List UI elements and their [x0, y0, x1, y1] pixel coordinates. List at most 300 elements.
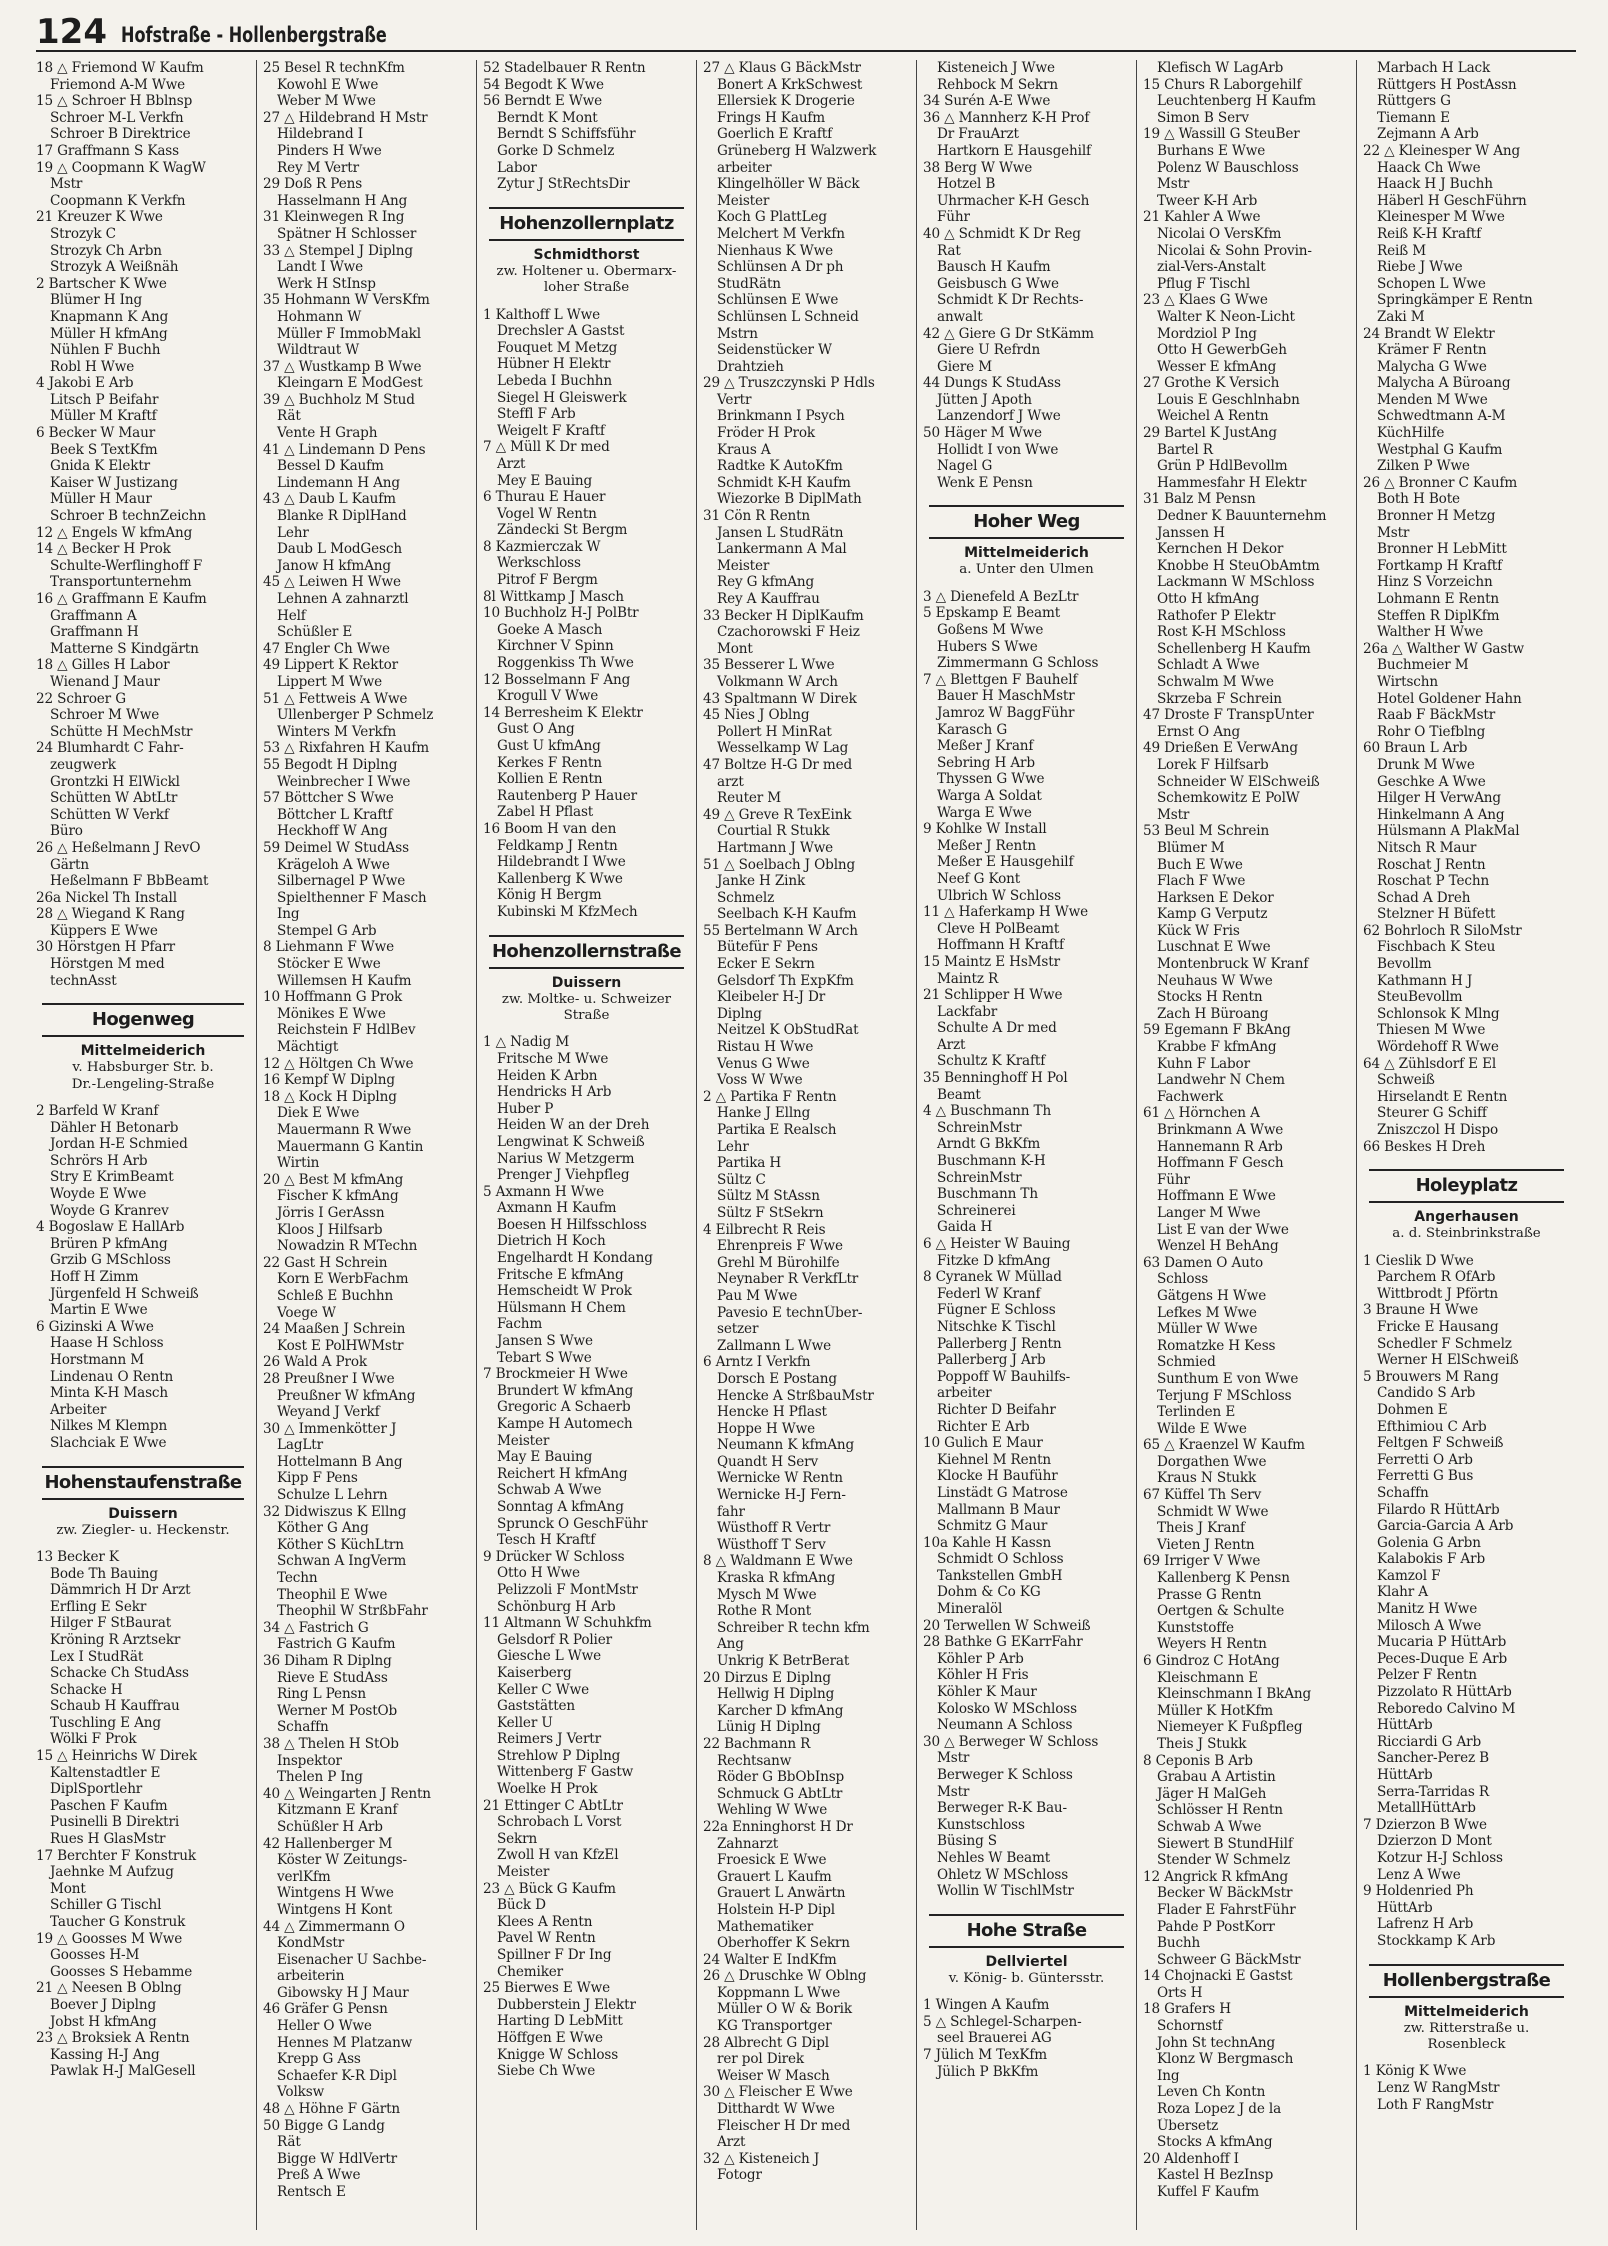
- resident-entry: Zejmann A Arb: [1377, 126, 1479, 143]
- resident-entry: 20 △ Best M kfmAng: [263, 1171, 404, 1188]
- resident-entry: Zilken P Wwe: [1377, 458, 1470, 475]
- resident-entry: Hartkorn E Hausgehilf: [937, 142, 1091, 159]
- resident-entry: Leven Ch Kontn: [1157, 2084, 1266, 2101]
- resident-entry: Flach F Wwe: [1157, 873, 1246, 890]
- resident-entry: Voss W Wwe: [717, 1072, 803, 1089]
- resident-entry: Bütefür F Pens: [717, 939, 818, 956]
- resident-entry: Lex I StudRät: [50, 1648, 144, 1665]
- resident-entry: Schneider W ElSchweiß: [1157, 773, 1320, 790]
- resident-entry: Kück W Fris: [1157, 922, 1240, 939]
- resident-entry: Thelen P Ing: [277, 1769, 363, 1786]
- resident-entry: Berweger R-K Bau-: [937, 1800, 1067, 1817]
- resident-entry: 49 Drießen E VerwAng: [1143, 740, 1298, 757]
- resident-entry: Bück D: [497, 1897, 546, 1914]
- resident-entry: 4 Eilbrecht R Reis: [703, 1221, 826, 1238]
- resident-entry: Dzierzon D Mont: [1377, 1833, 1492, 1850]
- resident-entry: 44 Dungs K StudAss: [923, 375, 1061, 392]
- resident-entry: 43 Spaltmann W Direk: [703, 690, 857, 707]
- resident-entry: Kampe H Automech: [497, 1416, 633, 1432]
- resident-entry: 59 Deimel W StudAss: [263, 839, 409, 856]
- resident-entry: Lehr: [717, 1138, 749, 1155]
- street-description: a. d. Steinbrinkstraße: [1392, 1226, 1541, 1242]
- resident-entry: Krägeloh A Wwe: [277, 856, 390, 873]
- resident-entry: Mstr: [1157, 806, 1190, 823]
- resident-entry: 17 Berchter F Konstruk: [36, 1847, 196, 1864]
- resident-entry: Garcia-Garcia A Arb: [1377, 1518, 1514, 1535]
- resident-entry: Wollin W TischlMstr: [937, 1883, 1074, 1900]
- directory-column: [1356, 60, 1576, 2230]
- resident-entry: Fügner E Schloss: [937, 1302, 1056, 1319]
- resident-entry: 45 Nies J Oblng: [703, 707, 810, 724]
- resident-entry: 35 Hohmann W VersKfm: [263, 292, 430, 309]
- resident-entry: Uhrmacher K-H Gesch: [937, 192, 1090, 209]
- resident-entry: Stockkamp K Arb: [1377, 1932, 1496, 1949]
- resident-entry: Kuffel F Kaufm: [1157, 2184, 1259, 2200]
- resident-entry: 26 Wald A Prok: [263, 1354, 367, 1371]
- resident-entry: Rothe R Mont: [717, 1603, 812, 1620]
- resident-entry: Schmidt W Wwe: [1157, 1503, 1269, 1520]
- resident-entry: Engelhardt H Kondang: [497, 1250, 653, 1267]
- resident-entry: rer pol Direk: [717, 2051, 804, 2068]
- resident-entry: 13 Becker K: [36, 1548, 119, 1565]
- resident-entry: Brinkmann A Wwe: [1157, 1122, 1284, 1138]
- resident-entry: 11 Altmann W Schuhkfm: [483, 1615, 652, 1632]
- resident-entry: 57 Böttcher S Wwe: [263, 790, 394, 807]
- resident-entry: Schwab A Wwe: [497, 1482, 602, 1499]
- resident-entry: 21 Schlipper H Wwe: [923, 987, 1063, 1004]
- resident-entry: 44 △ Zimmermann O: [263, 1918, 405, 1935]
- resident-entry: Diek E Wwe: [277, 1105, 360, 1122]
- resident-entry: Jordan H-E Schmied: [50, 1136, 188, 1153]
- resident-entry: Schlonsok K Mlng: [1377, 1005, 1500, 1022]
- resident-entry: 7 △ Blettgen F Bauhelf: [923, 671, 1078, 688]
- resident-entry: 18 △ Kock H Diplng: [263, 1088, 397, 1105]
- resident-entry: Grauert L Anwärtn: [717, 1885, 846, 1902]
- street-description: Dr.-Lengeling-Straße: [71, 1076, 215, 1092]
- resident-entry: Mont: [717, 640, 753, 657]
- resident-entry: Kolosko W MSchloss: [937, 1700, 1077, 1717]
- resident-entry: Preußner W kfmAng: [277, 1387, 416, 1404]
- resident-entry: Courtial R Stukk: [717, 823, 830, 840]
- resident-entry: 31 Balz M Pensn: [1143, 491, 1256, 508]
- resident-entry: Hotel Goldener Hahn: [1377, 690, 1522, 707]
- resident-entry: 1 △ Nadig M: [483, 1034, 570, 1051]
- resident-entry: Kollien E Rentn: [497, 771, 603, 788]
- resident-entry: Meßer J Rentn: [937, 837, 1036, 854]
- resident-entry: Hoffmann E Wwe: [1157, 1188, 1276, 1205]
- resident-entry: Weber M Wwe: [277, 93, 376, 110]
- resident-entry: Hennes M Platzanw: [277, 2034, 413, 2051]
- resident-entry: Daub L ModGesch: [277, 541, 402, 558]
- resident-entry: Strozyk C: [50, 225, 116, 242]
- resident-entry: Schaffn: [277, 1719, 329, 1736]
- resident-entry: Thyssen G Wwe: [937, 771, 1045, 788]
- resident-entry: DiplSportlehr: [50, 1781, 143, 1798]
- resident-entry: Hoffmann H Kraftf: [937, 937, 1064, 954]
- district-name: Duissern: [108, 1505, 178, 1522]
- resident-entry: Graffmann A: [50, 607, 137, 624]
- resident-entry: Knapmann K Ang: [50, 308, 169, 325]
- resident-entry: Wittenberg F Gastw: [497, 1764, 634, 1781]
- resident-entry: Kaiser W Justizang: [50, 474, 178, 491]
- resident-entry: Stry E KrimBeamt: [50, 1169, 174, 1186]
- resident-entry: Preß A Wwe: [277, 2167, 361, 2184]
- resident-entry: Brundert W kfmAng: [497, 1382, 634, 1399]
- resident-entry: 24 Blumhardt C Fahr-: [36, 740, 184, 757]
- resident-entry: Vertr: [717, 391, 752, 408]
- resident-entry: Friemond A-M Wwe: [50, 76, 186, 93]
- resident-entry: 23 △ Broksiek A Rentn: [36, 2030, 190, 2047]
- street-heading: Hohenzollernplatz: [489, 207, 684, 241]
- resident-entry: Heiden W an der Dreh: [497, 1117, 650, 1134]
- resident-entry: Berweger K Schloss: [937, 1767, 1073, 1783]
- resident-entry: Rathofer P Elektr: [1157, 607, 1276, 624]
- resident-entry: Kunstschloss: [937, 1816, 1025, 1833]
- resident-entry: Zytur J StRechtsDir: [497, 176, 630, 193]
- street-description: zw. Ziegler- u. Heckenstr.: [56, 1522, 230, 1538]
- resident-entry: Schedler F Schmelz: [1377, 1335, 1512, 1352]
- resident-entry: 27 △ Hildebrand H Mstr: [263, 109, 428, 126]
- resident-entry: Brüren P kfmAng: [50, 1235, 168, 1252]
- resident-entry: Zahnarzt: [717, 1835, 779, 1852]
- resident-entry: 22a Enninghorst H Dr: [703, 1818, 853, 1835]
- resident-entry: arbeiter: [937, 1385, 992, 1402]
- resident-entry: Lorek F Hilfsarb: [1157, 756, 1269, 773]
- resident-entry: 25 Besel R technKfm: [263, 60, 405, 76]
- resident-entry: Filardo R HüttArb: [1377, 1501, 1500, 1518]
- resident-entry: Schaefer K-R Dipl: [277, 2067, 397, 2084]
- resident-entry: Schleß E Buchhn: [277, 1287, 394, 1304]
- resident-entry: Melchert M Verkfn: [717, 225, 845, 242]
- resident-entry: Schiller G Tischl: [50, 1897, 162, 1914]
- resident-entry: technAsst: [50, 972, 117, 989]
- resident-entry: 36 Diham R Diplng: [263, 1653, 392, 1669]
- resident-entry: Jülich P BkKfm: [937, 2063, 1039, 2080]
- resident-entry: Zwoll H van KfzEl: [497, 1847, 619, 1864]
- resident-entry: 19 △ Goosses M Wwe: [36, 1930, 183, 1947]
- resident-entry: Reimers J Vertr: [497, 1731, 601, 1748]
- resident-entry: Kastel H BezInsp: [1157, 2167, 1274, 2184]
- resident-entry: setzer: [717, 1321, 759, 1338]
- resident-entry: Luschnat E Wwe: [1157, 939, 1271, 956]
- resident-entry: Reichert H kfmAng: [497, 1465, 628, 1482]
- resident-entry: SchreinMstr: [937, 1119, 1022, 1136]
- resident-entry: Warga A Soldat: [937, 787, 1042, 804]
- resident-entry: Kaltenstadtler E: [50, 1764, 161, 1781]
- resident-entry: Schlünsen E Wwe: [717, 292, 839, 309]
- resident-entry: 67 Küffel Th Serv: [1143, 1487, 1262, 1504]
- resident-entry: Arzt: [937, 1036, 966, 1053]
- resident-entry: 33 △ Stempel J Diplng: [263, 242, 413, 259]
- resident-entry: Feldkamp J Rentn: [497, 837, 618, 854]
- resident-entry: Hollidt I von Wwe: [937, 441, 1059, 458]
- resident-entry: 28 Preußner I Wwe: [263, 1370, 395, 1387]
- resident-entry: 11 △ Haferkamp H Wwe: [923, 904, 1089, 921]
- resident-entry: Silbernagel P Wwe: [277, 873, 406, 890]
- resident-entry: Hendricks H Arb: [497, 1084, 612, 1101]
- resident-entry: Pau M Wwe: [717, 1287, 798, 1304]
- resident-entry: Meßer J Kranf: [937, 738, 1034, 755]
- street-description: a. Unter den Ulmen: [959, 562, 1094, 578]
- resident-entry: Schacke Ch StudAss: [50, 1665, 189, 1682]
- page-header: [36, 14, 1576, 52]
- resident-entry: Goerlich E Kraftf: [717, 126, 832, 143]
- street-heading: Hohenstaufenstraße: [42, 1466, 244, 1500]
- resident-entry: Giesche L Wwe: [497, 1648, 602, 1665]
- resident-entry: Beamt: [937, 1086, 981, 1103]
- resident-entry: Rieve E StudAss: [277, 1669, 388, 1686]
- resident-entry: Kaiserberg: [497, 1664, 572, 1681]
- resident-entry: Wienand J Maur: [50, 673, 160, 690]
- resident-entry: Fischer K kfmAng: [277, 1188, 399, 1205]
- resident-entry: StudRätn: [717, 275, 781, 292]
- resident-entry: Mucaria P HüttArb: [1377, 1634, 1507, 1651]
- resident-entry: Kraus A: [717, 441, 771, 458]
- resident-entry: Frings H Kaufm: [717, 109, 826, 126]
- resident-entry: 5 Epskamp E Beamt: [923, 605, 1061, 622]
- resident-entry: Skrzeba F Schrein: [1157, 690, 1282, 707]
- resident-entry: Nowadzin R MTechn: [277, 1238, 418, 1255]
- resident-entry: 5 Brouwers M Rang: [1363, 1368, 1499, 1385]
- resident-entry: Parchem R OfArb: [1377, 1269, 1496, 1286]
- resident-entry: 2 Barfeld W Kranf: [36, 1103, 159, 1120]
- resident-entry: Prenger J Viehpfleg: [497, 1167, 630, 1184]
- resident-entry: Roschat J Rentn: [1377, 856, 1486, 873]
- resident-entry: Zändecki St Bergm: [497, 522, 628, 539]
- resident-entry: Heßelmann F BbBeamt: [50, 873, 209, 890]
- resident-entry: Federl W Kranf: [937, 1285, 1041, 1302]
- resident-entry: Martin E Wwe: [50, 1302, 148, 1319]
- resident-entry: Pinders H Wwe: [277, 142, 382, 159]
- resident-entry: Bauer H MaschMstr: [937, 688, 1075, 705]
- resident-entry: 6 Becker W Maur: [36, 425, 156, 442]
- resident-entry: 21 Kahler A Wwe: [1143, 209, 1261, 226]
- district-name: Schmidthorst: [533, 246, 640, 263]
- resident-entry: 15 △ Schroer H Bblnsp: [36, 93, 193, 110]
- resident-entry: 22 △ Kleinesper W Ang: [1363, 142, 1521, 159]
- resident-entry: KüchHilfe: [1377, 425, 1445, 442]
- resident-entry: Sültz F StSekrn: [717, 1204, 824, 1221]
- street-description: zw. Moltke- u. Schweizer: [501, 991, 672, 1007]
- resident-entry: Lengwinat K Schweiß: [497, 1133, 645, 1150]
- resident-entry: Strehlow P Diplng: [497, 1747, 621, 1764]
- resident-entry: Wenzel H BehAng: [1157, 1238, 1279, 1255]
- resident-entry: Seelbach K-H Kaufm: [717, 906, 857, 923]
- resident-entry: 61 △ Hörnchen A: [1143, 1105, 1260, 1122]
- resident-entry: Minta K-H Masch: [50, 1385, 168, 1402]
- resident-entry: 14 Chojnacki E Gastst: [1143, 1968, 1293, 1985]
- resident-entry: Kisteneich J Wwe: [937, 60, 1055, 76]
- resident-entry: 18 △ Gilles H Labor: [36, 657, 170, 674]
- resident-entry: Golenia G Arbn: [1377, 1534, 1481, 1551]
- resident-entry: 19 △ Coopmann K WagW: [36, 159, 206, 176]
- resident-entry: Gelsdorf R Polier: [497, 1631, 612, 1648]
- resident-entry: Nilkes M Klempn: [50, 1418, 168, 1435]
- resident-entry: SteuBevollm: [1377, 989, 1463, 1006]
- resident-entry: Kathmann H J: [1377, 972, 1473, 989]
- resident-entry: Serra-Tarridas R: [1377, 1783, 1489, 1800]
- resident-entry: Fritsche E kfmAng: [497, 1266, 624, 1283]
- resident-entry: 9 Drücker W Schloss: [483, 1548, 625, 1565]
- resident-entry: 8 Cyranek W Müllad: [923, 1269, 1062, 1286]
- resident-entry: 34 △ Fastrich G: [263, 1619, 369, 1636]
- resident-entry: Voege W: [277, 1304, 336, 1321]
- resident-entry: Bonert A KrkSchwest: [717, 76, 863, 93]
- resident-entry: Neumann K kfmAng: [717, 1437, 855, 1454]
- resident-entry: John St technAng: [1157, 2034, 1276, 2051]
- resident-entry: Nagel G: [937, 458, 993, 475]
- resident-entry: Keller C Wwe: [497, 1681, 589, 1698]
- resident-entry: Harksen E Dekor: [1157, 889, 1274, 906]
- resident-entry: Hildebrand I: [277, 126, 363, 143]
- resident-entry: Ristau H Wwe: [717, 1039, 814, 1056]
- resident-entry: Pitrof F Bergm: [497, 572, 598, 589]
- resident-entry: Karcher D kfmAng: [717, 1702, 844, 1719]
- resident-entry: 43 △ Daub L Kaufm: [263, 491, 396, 508]
- resident-entry: HüttArb: [1377, 1717, 1433, 1734]
- resident-entry: Tebart S Wwe: [497, 1349, 592, 1366]
- resident-entry: Hilger F StBaurat: [50, 1615, 172, 1632]
- resident-entry: Schroer M-L Verkfn: [50, 109, 184, 126]
- resident-entry: arbeiterin: [277, 1968, 345, 1985]
- resident-entry: Dohmen E: [1377, 1401, 1448, 1418]
- resident-entry: arzt: [717, 773, 744, 790]
- resident-entry: Schultz K Kraftf: [937, 1053, 1046, 1070]
- resident-entry: Vieten J Rentn: [1157, 1536, 1255, 1553]
- resident-entry: Theophil W StrßbFahr: [277, 1603, 428, 1620]
- resident-entry: MetallHüttArb: [1377, 1800, 1476, 1817]
- resident-entry: Schweer G BäckMstr: [1157, 1951, 1301, 1968]
- resident-entry: 47 Boltze H-G Dr med: [703, 756, 853, 773]
- resident-entry: Stempel G Arb: [277, 922, 377, 939]
- resident-entry: 27 Grothe K Versich: [1143, 375, 1280, 392]
- resident-entry: KG Transportger: [717, 2018, 832, 2035]
- resident-entry: Sültz C: [717, 1171, 766, 1188]
- resident-entry: Hirselandt E Rentn: [1377, 1088, 1508, 1105]
- resident-entry: Romatzke H Kess: [1157, 1337, 1276, 1354]
- resident-entry: 22 Bachmann R: [703, 1735, 811, 1752]
- resident-entry: Wüsthoff R Vertr: [717, 1520, 831, 1537]
- resident-entry: 65 △ Kraenzel W Kaufm: [1143, 1437, 1305, 1454]
- resident-entry: 64 △ Zühlsdorf E El: [1363, 1055, 1497, 1072]
- resident-entry: Zniszczol H Dispo: [1377, 1122, 1499, 1138]
- resident-entry: Fricke E Hausang: [1377, 1318, 1499, 1335]
- resident-entry: Montenbruck W Kranf: [1157, 956, 1309, 973]
- resident-entry: Jäger H MalGeh: [1157, 1785, 1267, 1802]
- resident-entry: Knigge W Schloss: [497, 2046, 619, 2063]
- resident-entry: Kamzol F: [1377, 1567, 1441, 1584]
- resident-entry: Sebring H Arb: [937, 754, 1035, 771]
- resident-entry: Schmidt K Dr Rechts-: [937, 292, 1084, 309]
- resident-entry: Nühlen F Buchh: [50, 342, 161, 359]
- resident-entry: Peces-Duque E Arb: [1377, 1650, 1507, 1667]
- resident-entry: Dohm & Co KG: [937, 1584, 1041, 1601]
- resident-entry: 10 Gulich E Maur: [923, 1435, 1043, 1452]
- street-description: loher Straße: [543, 280, 630, 296]
- resident-entry: Wiezorke B DiplMath: [717, 491, 862, 508]
- resident-entry: Mstr: [1377, 524, 1410, 541]
- resident-entry: Narius W Metzgerm: [497, 1150, 635, 1167]
- resident-entry: Schwalm M Wwe: [1157, 673, 1274, 690]
- resident-entry: 40 △ Weingarten J Rentn: [263, 1785, 431, 1802]
- resident-entry: Otto H Wwe: [497, 1565, 580, 1582]
- resident-entry: SchreinMstr: [937, 1169, 1022, 1186]
- resident-entry: Wehling W Wwe: [717, 1802, 828, 1819]
- resident-entry: 34 Surén A-E Wwe: [923, 93, 1051, 110]
- resident-entry: Fröder H Prok: [717, 425, 815, 442]
- resident-entry: Mächtigt: [277, 1039, 339, 1056]
- resident-entry: Hohmann W: [277, 308, 362, 325]
- resident-entry: Ernst O Ang: [1157, 723, 1241, 740]
- resident-entry: Zimmermann G Schloss: [937, 655, 1099, 672]
- resident-entry: Kleinschmann I BkAng: [1157, 1686, 1312, 1703]
- resident-entry: 52 Stadelbauer R Rentn: [483, 60, 646, 76]
- resident-entry: Fleischer H Dr med: [717, 2117, 851, 2134]
- resident-entry: 21 △ Neesen B Oblng: [36, 1980, 182, 1997]
- resident-entry: Sültz M StAssn: [717, 1188, 820, 1205]
- resident-entry: 35 Besserer L Wwe: [703, 657, 835, 674]
- resident-entry: Bigge W HdlVertr: [277, 2150, 397, 2167]
- resident-entry: Meister: [717, 557, 770, 574]
- resident-entry: Lünig H Diplng: [717, 1719, 821, 1736]
- resident-entry: Partika H: [717, 1155, 782, 1172]
- resident-entry: Büro: [50, 823, 83, 840]
- resident-entry: Hasselmann H Ang: [277, 192, 408, 209]
- resident-entry: Hildebrandt I Wwe: [497, 854, 626, 871]
- street-heading: Hollenbergstraße: [1369, 1964, 1564, 1998]
- resident-entry: Nitschke K Tischl: [937, 1318, 1056, 1335]
- resident-entry: 30 Hörstgen H Pfarr: [36, 939, 176, 956]
- resident-entry: Pelzer F Rentn: [1377, 1667, 1477, 1684]
- directory-column: [696, 60, 916, 2230]
- resident-entry: Hellwig H Diplng: [717, 1686, 835, 1703]
- resident-entry: Neumann A Schloss: [937, 1717, 1073, 1734]
- resident-entry: Sonntag A kfmAng: [497, 1498, 624, 1515]
- resident-entry: Kraska R kfmAng: [717, 1570, 836, 1587]
- street-description: Rosenbleck: [1427, 2036, 1506, 2052]
- resident-entry: Stöcker E Wwe: [277, 956, 381, 973]
- resident-entry: Blümer H Ing: [50, 292, 143, 309]
- resident-entry: Kassing H-J Ang: [50, 2046, 160, 2063]
- resident-entry: 8 Liehmann F Wwe: [263, 939, 394, 956]
- resident-entry: 53 Beul M Schrein: [1143, 823, 1270, 840]
- resident-entry: 66 Beskes H Dreh: [1363, 1138, 1486, 1155]
- resident-entry: Jamroz W BaggFühr: [937, 705, 1075, 721]
- resident-entry: Kleinesper M Wwe: [1377, 209, 1505, 226]
- resident-entry: Kost E PolHWMstr: [277, 1337, 404, 1354]
- resident-entry: 33 Becker H DiplKaufm: [703, 607, 864, 624]
- resident-entry: Pavel W Rentn: [497, 1930, 596, 1947]
- resident-entry: 22 Schroer G: [36, 690, 126, 707]
- resident-entry: Lackmann W MSchloss: [1157, 574, 1315, 591]
- resident-entry: 22 Gast H Schrein: [263, 1254, 388, 1271]
- resident-entry: Müller O W & Borik: [717, 2001, 852, 2018]
- resident-entry: 7 Brockmeier H Wwe: [483, 1366, 628, 1383]
- resident-entry: Landt I Wwe: [277, 259, 364, 276]
- resident-entry: Dr FrauArzt: [937, 126, 1019, 143]
- resident-entry: 20 Terwellen W Schweiß: [923, 1617, 1091, 1634]
- resident-entry: Schmied: [1157, 1354, 1216, 1371]
- resident-entry: Nicolai O VersKfm: [1157, 225, 1282, 242]
- resident-entry: Müller H Maur: [50, 491, 152, 508]
- resident-entry: Höffgen E Wwe: [497, 2029, 603, 2046]
- resident-entry: Köster W Zeitungs-: [277, 1852, 407, 1869]
- resident-entry: Ditthardt W Wwe: [717, 2101, 835, 2118]
- resident-entry: 38 △ Thelen H StOb: [263, 1735, 399, 1752]
- resident-entry: 28 Bathke G EKarrFahr: [923, 1634, 1083, 1651]
- resident-entry: 26a △ Walther W Gastw: [1363, 640, 1525, 657]
- resident-entry: Schaub H Kauffrau: [50, 1698, 180, 1715]
